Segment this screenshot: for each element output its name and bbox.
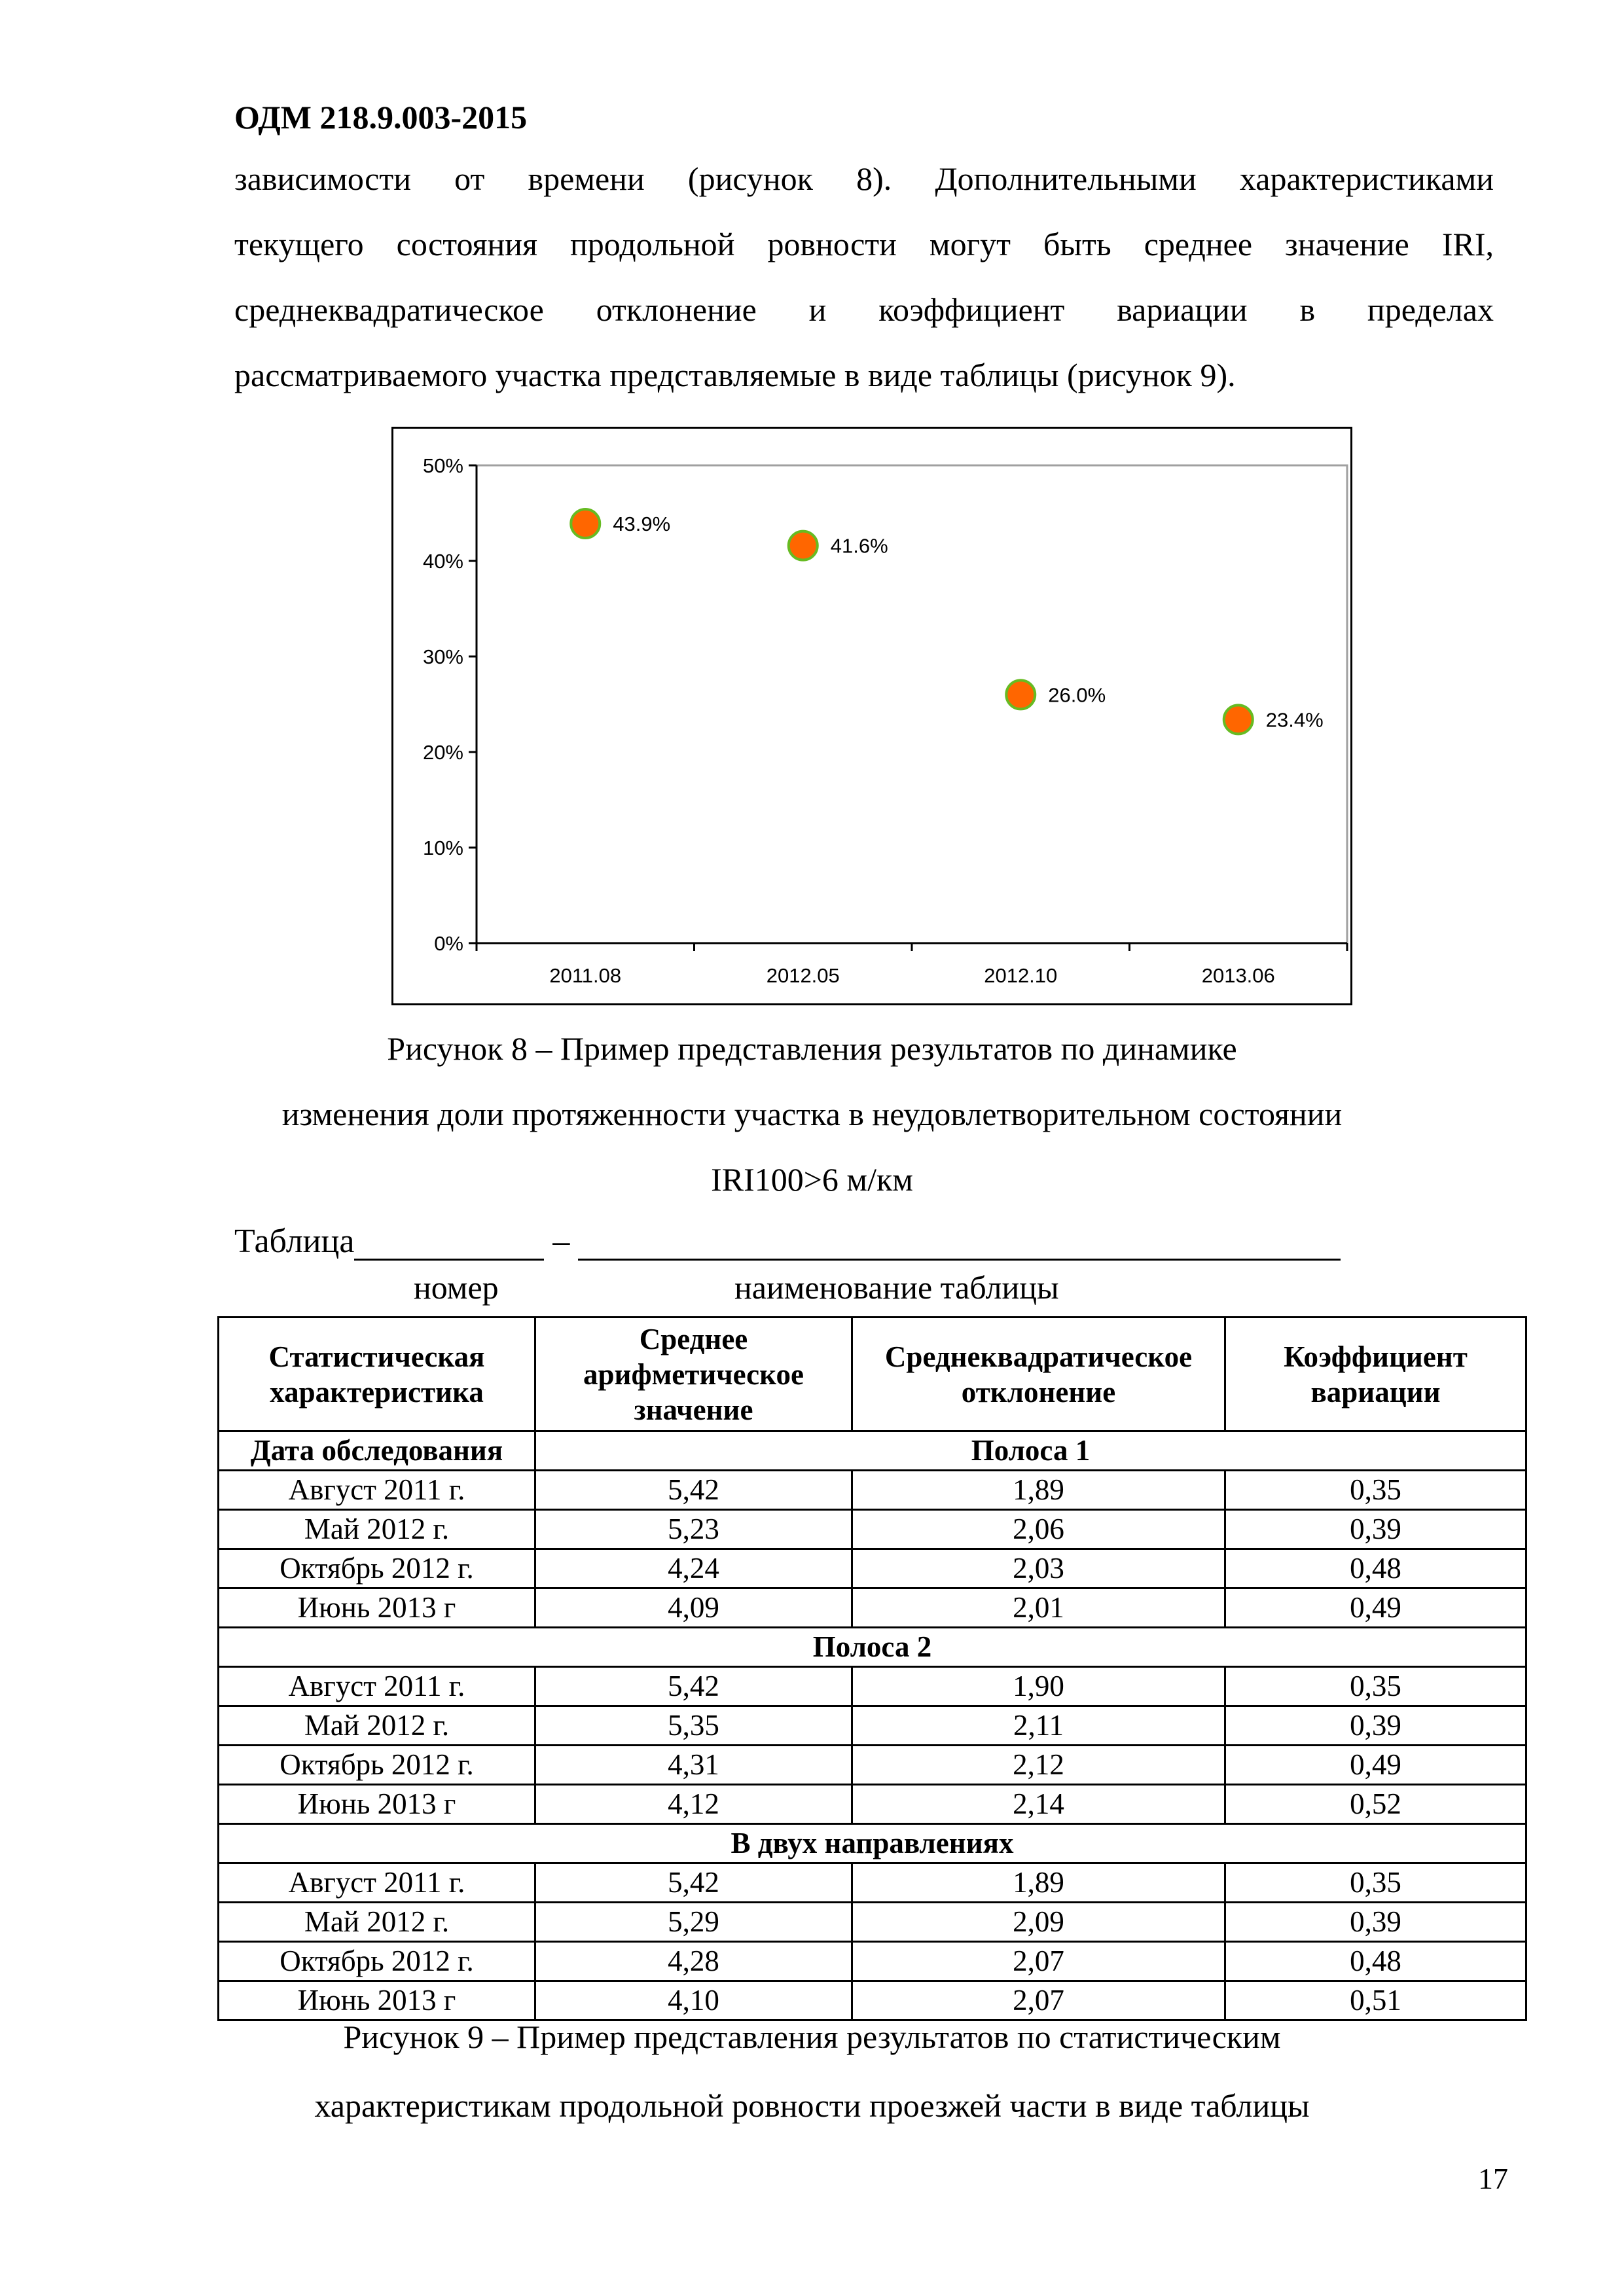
table-cell: 0,35 <box>1225 1667 1526 1706</box>
column-header: Коэффициент вариации <box>1225 1318 1526 1431</box>
y-tick-label: 0% <box>434 932 463 955</box>
table-cell: 2,12 <box>852 1746 1225 1785</box>
data-point <box>1224 705 1253 734</box>
table-cell: 1,90 <box>852 1667 1225 1706</box>
table-cell: Июнь 2013 г <box>219 1785 535 1824</box>
table-row <box>219 1903 1526 1942</box>
table-cell: 5,23 <box>535 1510 852 1549</box>
table-cell: 0,35 <box>1225 1863 1526 1903</box>
section-row <box>219 1628 1526 1667</box>
table-cell: Май 2012 г. <box>219 1706 535 1746</box>
statistics-table <box>217 1316 1527 2021</box>
column-header: Статистическая характеристика <box>219 1318 535 1431</box>
section-row <box>219 1824 1526 1863</box>
table-row <box>219 1471 1526 1510</box>
y-tick-label: 50% <box>422 454 463 477</box>
table-cell: Май 2012 г. <box>219 1903 535 1942</box>
table-cell: 0,39 <box>1225 1510 1526 1549</box>
table-cell: Май 2012 г. <box>219 1510 535 1549</box>
table-cell: 2,09 <box>852 1903 1225 1942</box>
data-point <box>789 531 818 560</box>
table-number-blank <box>354 1229 544 1261</box>
table-cell: 2,03 <box>852 1549 1225 1588</box>
section-row <box>219 1431 1526 1471</box>
section-title: В двух направлениях <box>219 1824 1526 1863</box>
column-header: Среднеквадратическое отклонение <box>852 1318 1225 1431</box>
x-tick-label: 2012.10 <box>984 964 1058 987</box>
table-cell: 0,49 <box>1225 1588 1526 1628</box>
table-cell: Октябрь 2012 г. <box>219 1746 535 1785</box>
table-cell: 5,42 <box>535 1667 852 1706</box>
table-cell: 2,01 <box>852 1588 1225 1628</box>
table-cell: Август 2011 г. <box>219 1667 535 1706</box>
table-cell: 0,39 <box>1225 1706 1526 1746</box>
table-cell: 0,35 <box>1225 1471 1526 1510</box>
document-code: ОДМ 218.9.003-2015 <box>234 99 528 135</box>
y-tick-label: 20% <box>422 741 463 764</box>
table-cell: 4,31 <box>535 1746 852 1785</box>
figure-8-caption: Рисунок 8 – Пример представления результатов по динамике <box>387 1030 1237 1067</box>
table-row <box>219 1942 1526 1981</box>
paragraph-line: среднеквадратическое отклонение и коэффициент вариации в пределах <box>234 291 1494 328</box>
x-tick-label: 2011.08 <box>549 964 622 987</box>
table-cell: 4,28 <box>535 1942 852 1981</box>
table-cell: 2,14 <box>852 1785 1225 1824</box>
figure-8-caption: изменения доли протяженности участка в неудовлетворительном состоянии <box>281 1096 1343 1132</box>
table-cell: 5,29 <box>535 1903 852 1942</box>
table-cell: 4,10 <box>535 1981 852 2020</box>
table-template-line <box>234 1222 1341 1261</box>
table-cell: Июнь 2013 г <box>219 1981 535 2020</box>
table-cell: 1,89 <box>852 1863 1225 1903</box>
figure-8-caption: IRI100>6 м/км <box>711 1161 913 1198</box>
table-row <box>219 1746 1526 1785</box>
table-cell: 0,49 <box>1225 1746 1526 1785</box>
table-cell: 4,12 <box>535 1785 852 1824</box>
table-row <box>219 1785 1526 1824</box>
table-cell: 5,42 <box>535 1863 852 1903</box>
plot-area <box>477 465 1347 943</box>
table-dash: – <box>552 1223 570 1260</box>
table-cell: 2,06 <box>852 1510 1225 1549</box>
y-tick-label: 40% <box>422 550 463 573</box>
column-header: Среднее арифметическое значение <box>535 1318 852 1431</box>
y-tick-label: 30% <box>422 645 463 668</box>
table-row <box>219 1706 1526 1746</box>
paragraph-line: текущего состояния продольной ровности могут быть среднее значение IRI, <box>234 226 1494 262</box>
table-cell: 0,48 <box>1225 1942 1526 1981</box>
table-cell: 5,42 <box>535 1471 852 1510</box>
table-row <box>219 1588 1526 1628</box>
table-cell: Август 2011 г. <box>219 1863 535 1903</box>
table-name-blank <box>578 1229 1341 1261</box>
section-title: Полоса 1 <box>535 1431 1526 1471</box>
table-cell: 1,89 <box>852 1471 1225 1510</box>
chart-frame <box>391 427 1352 1005</box>
table-cell: 4,09 <box>535 1588 852 1628</box>
table-cell: Июнь 2013 г <box>219 1588 535 1628</box>
y-tick-label: 10% <box>422 836 463 859</box>
data-label: 41.6% <box>830 534 888 558</box>
data-label: 26.0% <box>1048 683 1106 707</box>
data-point <box>1006 680 1035 709</box>
table-cell: 5,35 <box>535 1706 852 1746</box>
table-name-hint: наименование таблицы <box>734 1269 1059 1306</box>
table-label: Таблица <box>234 1223 355 1260</box>
data-point <box>571 509 600 538</box>
table-cell: 4,24 <box>535 1549 852 1588</box>
table-row <box>219 1549 1526 1588</box>
paragraph-line: зависимости от времени (рисунок 8). Дополнительными характеристиками <box>234 160 1494 197</box>
page-number: 17 <box>1478 2162 1508 2195</box>
table-cell: 0,48 <box>1225 1549 1526 1588</box>
table-row <box>219 1863 1526 1903</box>
scatter-chart <box>393 429 1350 1003</box>
table-cell: 2,11 <box>852 1706 1225 1746</box>
figure-9-caption: Рисунок 9 – Пример представления результатов по статистическим <box>343 2018 1281 2055</box>
paragraph-line: рассматриваемого участка представляемые в виде таблицы (рисунок 9). <box>234 357 1236 393</box>
table-header-row <box>219 1318 1526 1431</box>
table-cell: Август 2011 г. <box>219 1471 535 1510</box>
x-tick-label: 2013.06 <box>1201 964 1275 987</box>
table-cell: 0,39 <box>1225 1903 1526 1942</box>
table-row <box>219 1667 1526 1706</box>
table-cell: 0,52 <box>1225 1785 1526 1824</box>
figure-9-caption: характеристикам продольной ровности проезжей части в виде таблицы <box>314 2087 1310 2124</box>
section-title: Полоса 2 <box>219 1628 1526 1667</box>
table-row <box>219 1981 1526 2020</box>
data-label: 23.4% <box>1265 708 1324 732</box>
date-label-cell: Дата обследования <box>219 1431 535 1471</box>
table-cell: 0,51 <box>1225 1981 1526 2020</box>
table-cell: Октябрь 2012 г. <box>219 1549 535 1588</box>
table-number-hint: номер <box>414 1269 499 1306</box>
table-cell: 2,07 <box>852 1981 1225 2020</box>
data-label: 43.9% <box>613 512 671 536</box>
table-row <box>219 1510 1526 1549</box>
table-cell: Октябрь 2012 г. <box>219 1942 535 1981</box>
table-cell: 2,07 <box>852 1942 1225 1981</box>
x-tick-label: 2012.05 <box>766 964 840 987</box>
